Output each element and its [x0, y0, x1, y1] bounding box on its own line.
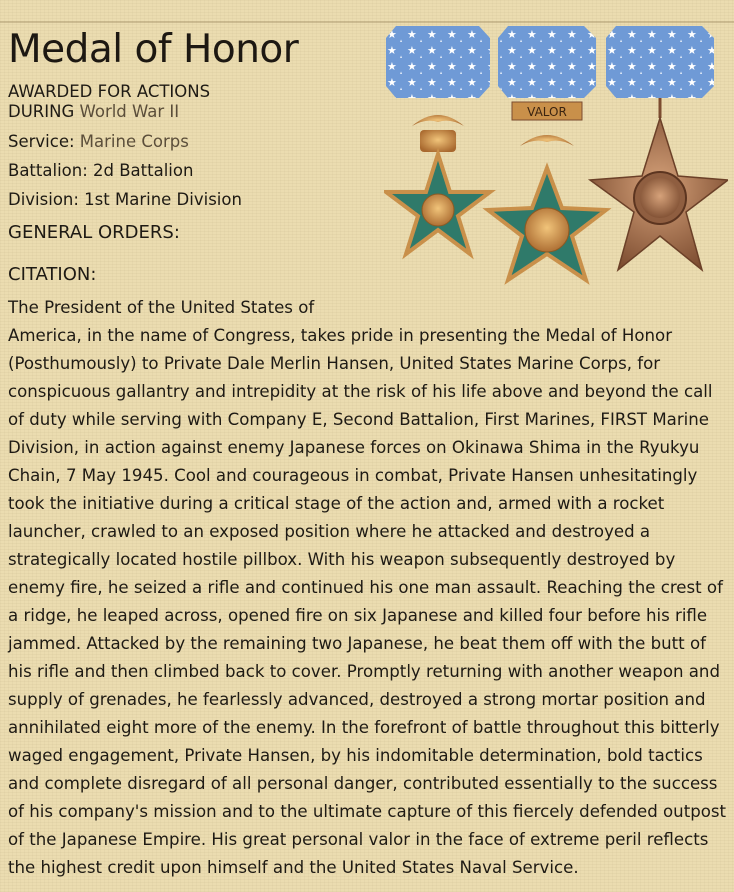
page-title: Medal of Honor [8, 27, 299, 72]
general-orders-heading: GENERAL ORDERS: [8, 222, 180, 243]
citation-text [8, 294, 728, 882]
third-medal [590, 26, 728, 270]
army-eagle-emblem [520, 135, 574, 146]
service-line [8, 132, 189, 152]
eagle-emblem [412, 115, 464, 126]
conflict-link[interactable]: World War II [79, 102, 180, 121]
medals-image [384, 26, 728, 296]
top-divider [0, 21, 734, 23]
awarded-prefix: AWARDED FOR ACTIONS DURING [8, 82, 211, 121]
service-label: Service: [8, 132, 75, 151]
citation-body: America, in the name of Congress, takes pride in presenting the Medal of Honor (Posthumously) to Private Dale Merlin Hansen, United States Marine Corps, for conspicuous gallantry and intrepidity at the risk of his life above and beyond the call of duty while serving with Company E, Second Battalion, First Marines, FIRST Marine Division, in action against enemy Japanese forces on Okinawa Shima in the Ryukyu Chain, 7 May 1945. Cool and courageous in combat, Private Hansen unhesitatingly took the initiative during a critical stage of the action and, armed with a rocket launcher, crawled to an exposed position where he attacked and destroyed a strategically located hostile pillbox. With his weapon subsequently destroyed by enemy fire, he seized a rifle and continued his one man assault. Reaching the crest of a ridge, he leaped across, opened fire on six Japanese and killed four before his rifle jammed. Attacked by the remaining two Japanese, he beat them off with the butt of his rifle and then climbed back to cover. Promptly returning with another weapon and supply of grenades, he fearlessly advanced, destroyed a strong mortar position and annihilated eight more of the enemy. In the forefront of battle throughout this bitterly waged engagement, Private Hansen, by his indomitable determination, bold tactics and complete disregard of all personal danger, contributed essentially to the success of his company's mission and to the ultimate capture of this fiercely defended outpost of the Japanese Empire. His great personal valor in the face of extreme peril reflects the highest credit upon himself and the United States Naval Service. [8, 326, 727, 877]
awarded-for-line [8, 82, 258, 122]
service-link[interactable]: Marine Corps [79, 132, 189, 151]
division-line: Division: 1st Marine Division [8, 190, 242, 209]
battalion-line: Battalion: 2d Battalion [8, 161, 194, 180]
citation-opening: The President of the United States of [8, 298, 315, 317]
citation-heading: CITATION: [8, 264, 97, 285]
valor-bar-text: VALOR [527, 105, 567, 119]
army-medal [488, 26, 606, 280]
navy-medal [386, 26, 490, 254]
